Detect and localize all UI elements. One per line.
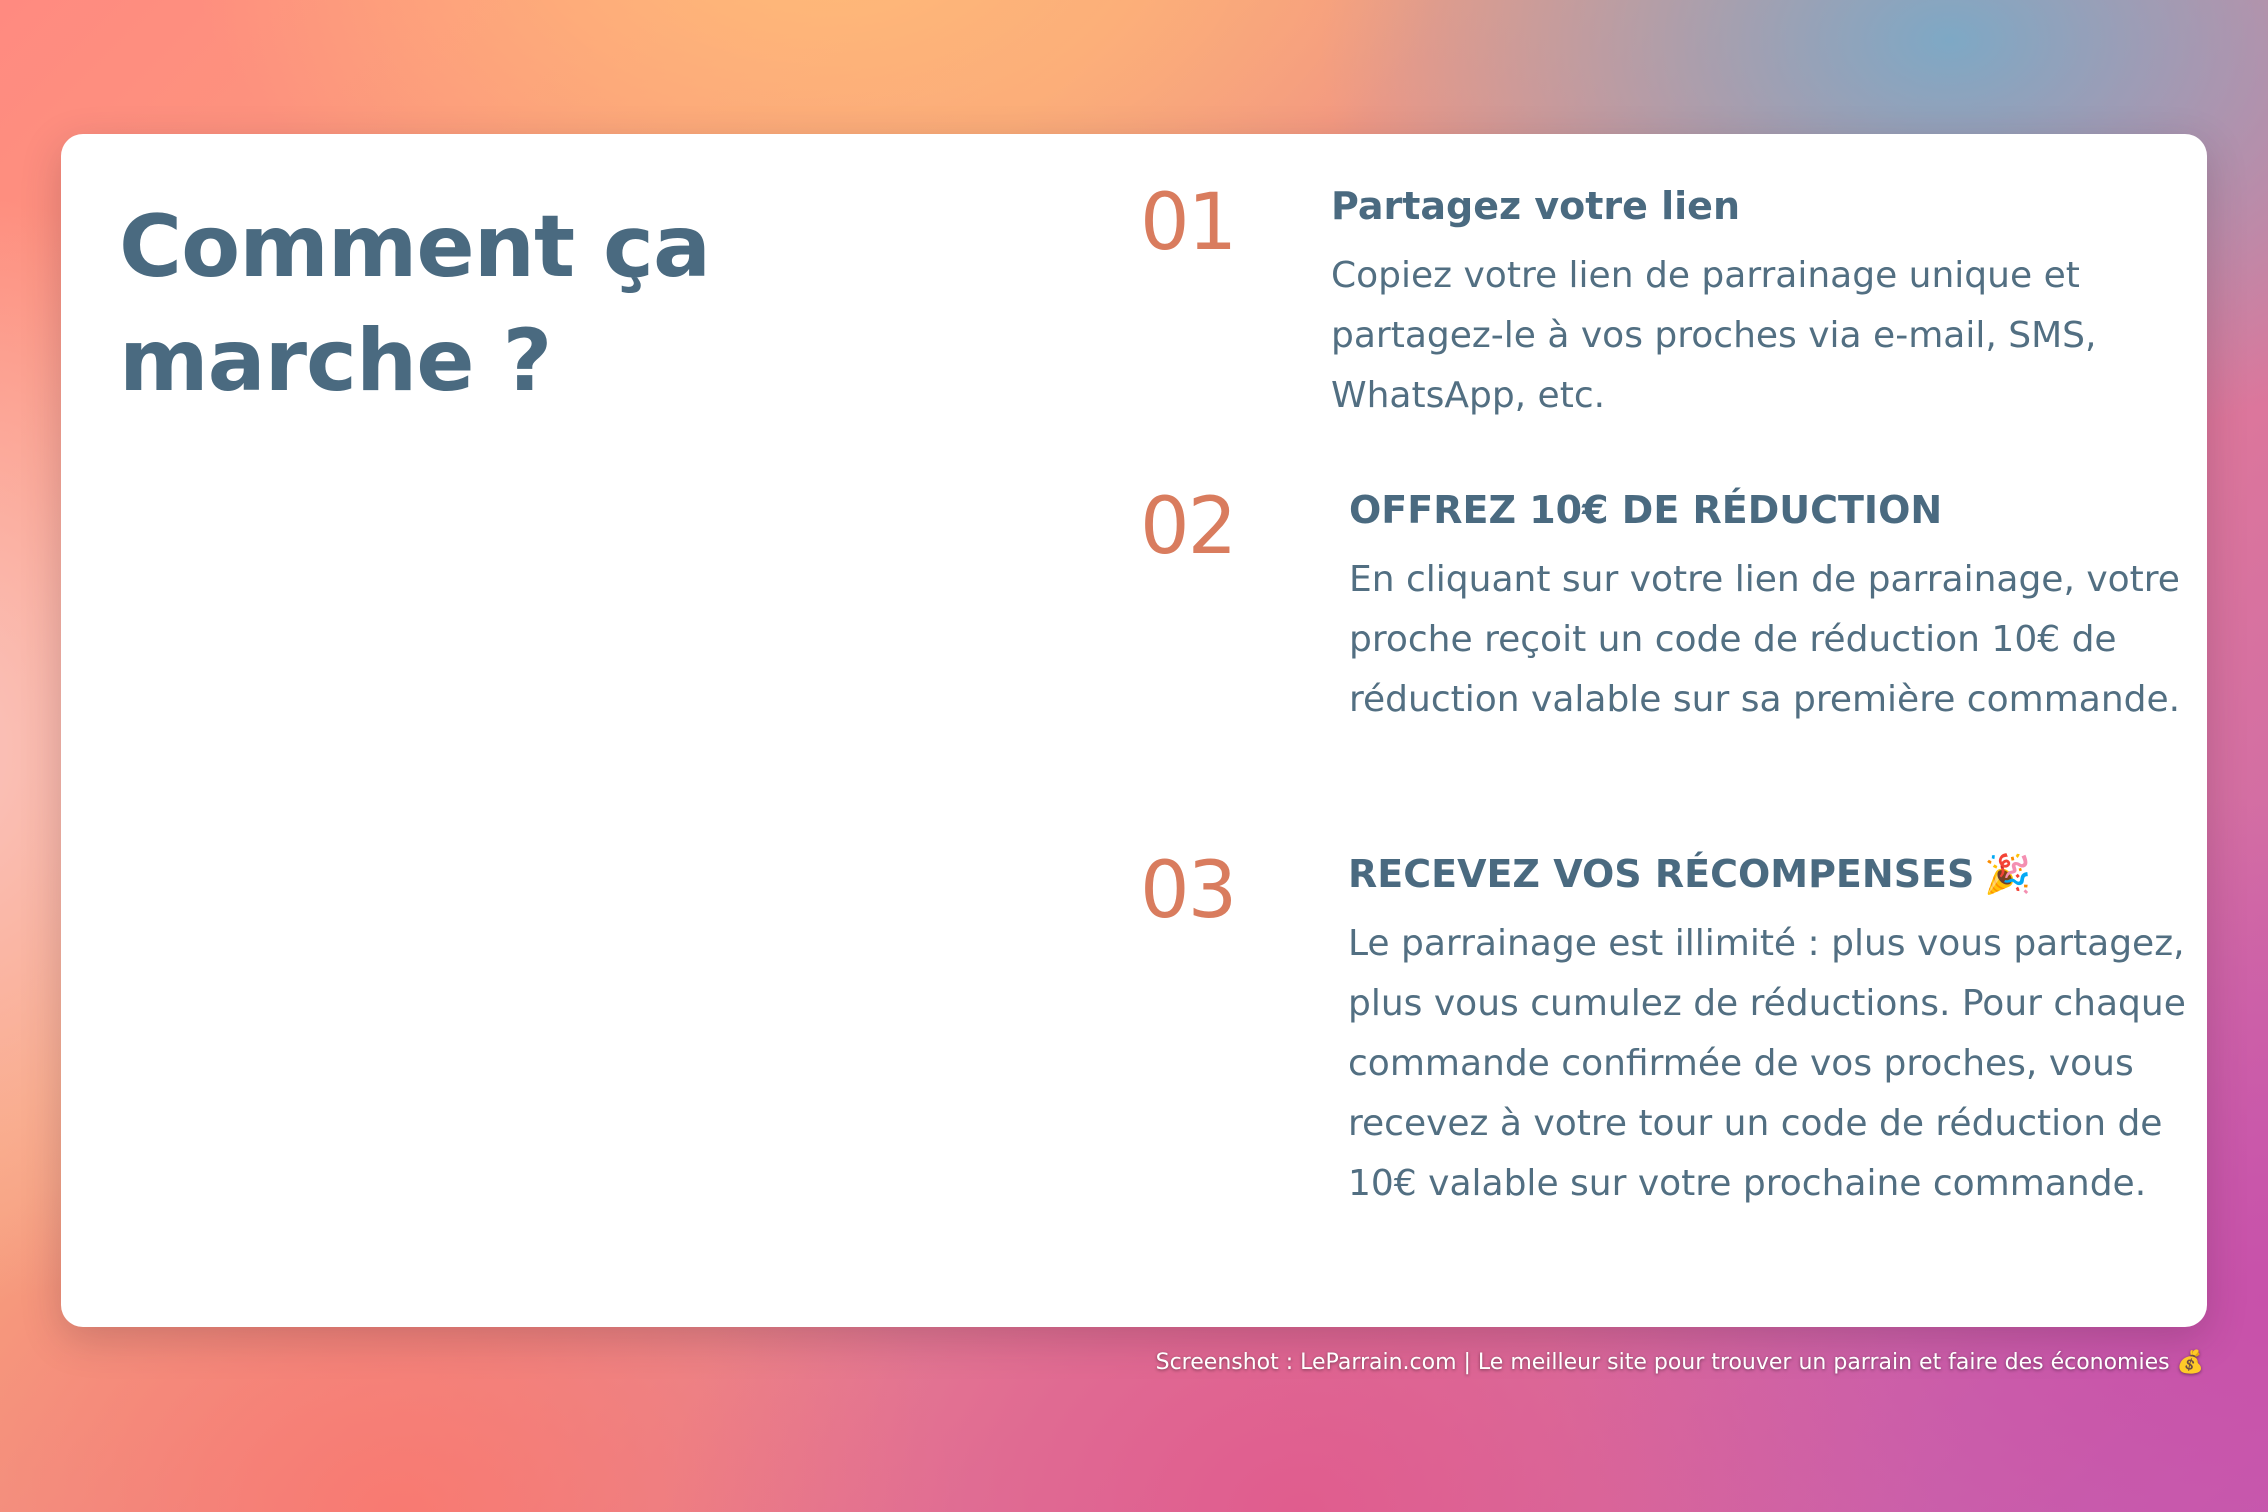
step-description: Copiez votre lien de parrainage unique et partagez-le à vos proches via e-mail, SMS, WhatsApp, etc.: [1331, 255, 2097, 416]
step-number: 02: [1140, 482, 1236, 572]
step-number: 01: [1140, 178, 1236, 268]
section-title: Comment ça marche ?: [119, 197, 711, 411]
screenshot-credit: Screenshot : LeParrain.com | Le meilleur site pour trouver un parrain et faire des économies 💰: [1155, 1350, 2204, 1375]
party-popper-icon: 🎉: [1984, 852, 2032, 896]
step-description: Le parrainage est illimité : plus vous partagez, plus vous cumulez de réductions. Pour chaque commande confirmée de vos proches, vous recevez à votre tour un code de réduction de 10€ valable sur votre prochaine commande.: [1348, 923, 2186, 1204]
step-title: RECEVEZ VOS RÉCOMPENSES: [1348, 852, 1975, 896]
step-description: En cliquant sur votre lien de parrainage, votre proche reçoit un code de réduction 10€ de réduction valable sur sa première commande.: [1349, 559, 2181, 720]
step-number: 03: [1140, 846, 1236, 936]
step-title: OFFREZ 10€ DE RÉDUCTION: [1349, 488, 1943, 532]
how-it-works-card: [61, 134, 2207, 1327]
step-title-row: [1348, 846, 2032, 902]
step-title: Partagez votre lien: [1331, 184, 1741, 228]
